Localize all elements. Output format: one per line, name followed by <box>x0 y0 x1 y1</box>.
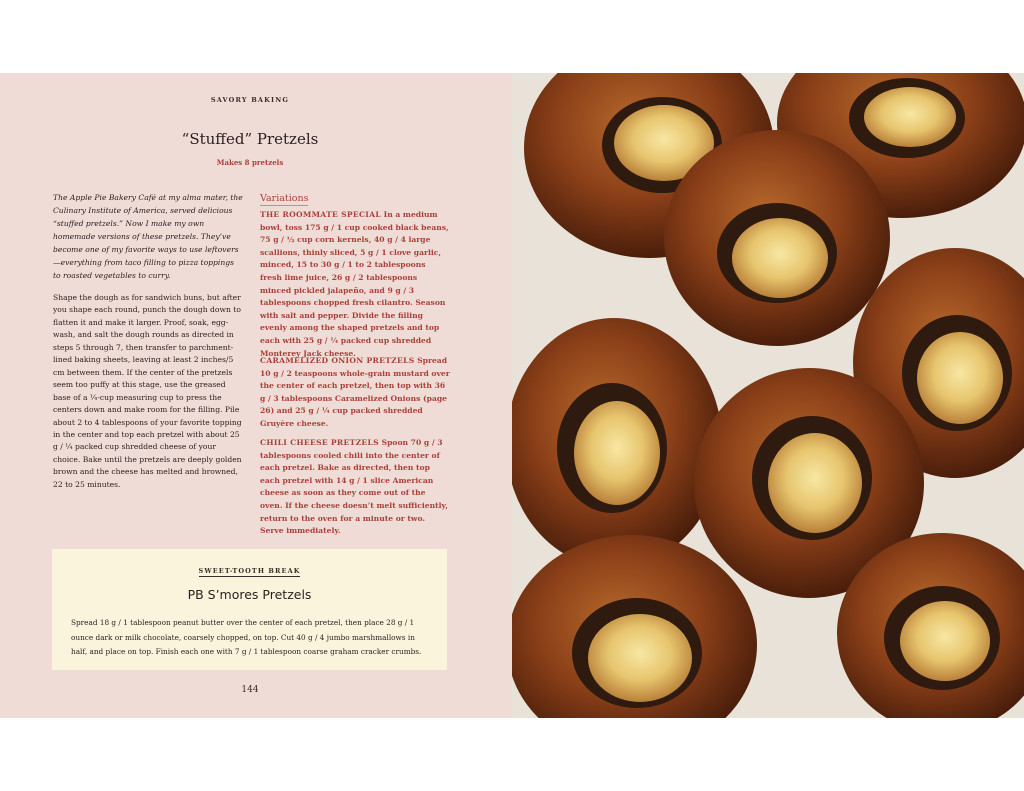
sidebar-body: Spread 18 g / 1 tablespoon peanut butter over the center of each pretzel, then place 28 g / 1 ounce dark or milk chocolate, coarsely chopped, on top. Cut 40 g / 4 jumbo marshmallows in half, and place on top. Finish each one with 7 g / 1 tablespoon coarse graham cracker crumbs. <box>71 618 422 656</box>
variation-text: Spread 10 g / 2 teaspoons whole-grain mustard over the center of each pretzel, then top with 36 g / 3 tablespoons Caramelized Onions (page 26) and 25 g / ¼ cup packed shredded Gruyère cheese. <box>260 356 450 428</box>
pretzel-bun <box>512 318 722 568</box>
pretzel-photo <box>512 73 1024 718</box>
page-number: 144 <box>241 685 259 695</box>
sidebar-title: PB S’mores Pretzels <box>187 587 312 602</box>
variation-item <box>260 209 450 360</box>
recipe-page <box>0 73 512 718</box>
variation-name: THE ROOMMATE SPECIAL <box>260 210 381 219</box>
section-label: SAVORY BAKING <box>210 96 290 104</box>
recipe-yield: Makes 8 pretzels <box>216 158 284 167</box>
pretzel-bun <box>664 130 890 346</box>
recipe-intro: The Apple Pie Bakery Café at my alma mater, the Culinary Institute of America, served delicious “stuffed pretzels.” Now I make my own homemade versions of these pretzels. They’ve become one of my favorite ways to use leftovers—everything from taco filling to pizza toppings to roasted vegetables to curry. <box>53 193 243 280</box>
sidebar-label-text: SWEET-TOOTH BREAK <box>198 567 301 575</box>
recipe-method: Shape the dough as for sandwich buns, but after you shape each round, punch the dough down to flatten it and make it larger. Proof, soak, egg-wash, and salt the dough rounds as directed in steps 5 through 7, then transfer to parchment-lined baking sheets, leaving at least 2 inches/5 cm between them. If the center of the pretzels seem too puffy at this stage, use the greased base of a ¼-cup measuring cup to press the centers down and make room for the filling. Pile about 2 to 4 tablespoons of your favorite topping in the center and top each pretzel with about 25 g / ¼ packed cup shredded cheese of your choice. Bake until the pretzels are deeply golden brown and the cheese has melted and browned, 22 to 25 minutes. <box>53 293 242 489</box>
variations-heading: Variations <box>260 193 309 204</box>
variation-name: CHILI CHEESE PRETZELS <box>260 438 379 447</box>
variation-item <box>260 355 450 431</box>
recipe-title: “Stuffed” Pretzels <box>181 130 319 148</box>
variation-text: Spoon 70 g / 3 tablespoons cooled chili into the center of each pretzel. Bake as directed, then top each pretzel with 14 g / 1 slice American cheese as soon as they come out of the oven. If the cheese doesn’t melt sufficiently, return to the oven for a minute or two. Serve immediately. <box>260 438 448 536</box>
variation-item <box>260 437 450 538</box>
sidebar-box <box>52 549 447 670</box>
sidebar-label <box>52 567 447 575</box>
pretzel-buns-illustration <box>512 73 1024 718</box>
variation-text: In a medium bowl, toss 175 g / 1 cup cooked black beans, 75 g / ½ cup corn kernels, 40 g / 4 large scallions, thinly sliced, 5 g / 1 clove garlic, minced, 15 to 30 g / 1 to 2 tablespoons fresh lime juice, 26 g / 2 tablespoons minced pickled jalapeño, and 9 g / 3 tablespoons chopped fresh cilantro. Season with salt and pepper. Divide the filling evenly among the shaped pretzels and top each with 25 g / ¼ packed cup shredded Monterey Jack cheese. <box>260 210 449 358</box>
variation-name: CARAMELIZED ONION PRETZELS <box>260 356 415 365</box>
book-spread <box>0 73 1024 718</box>
